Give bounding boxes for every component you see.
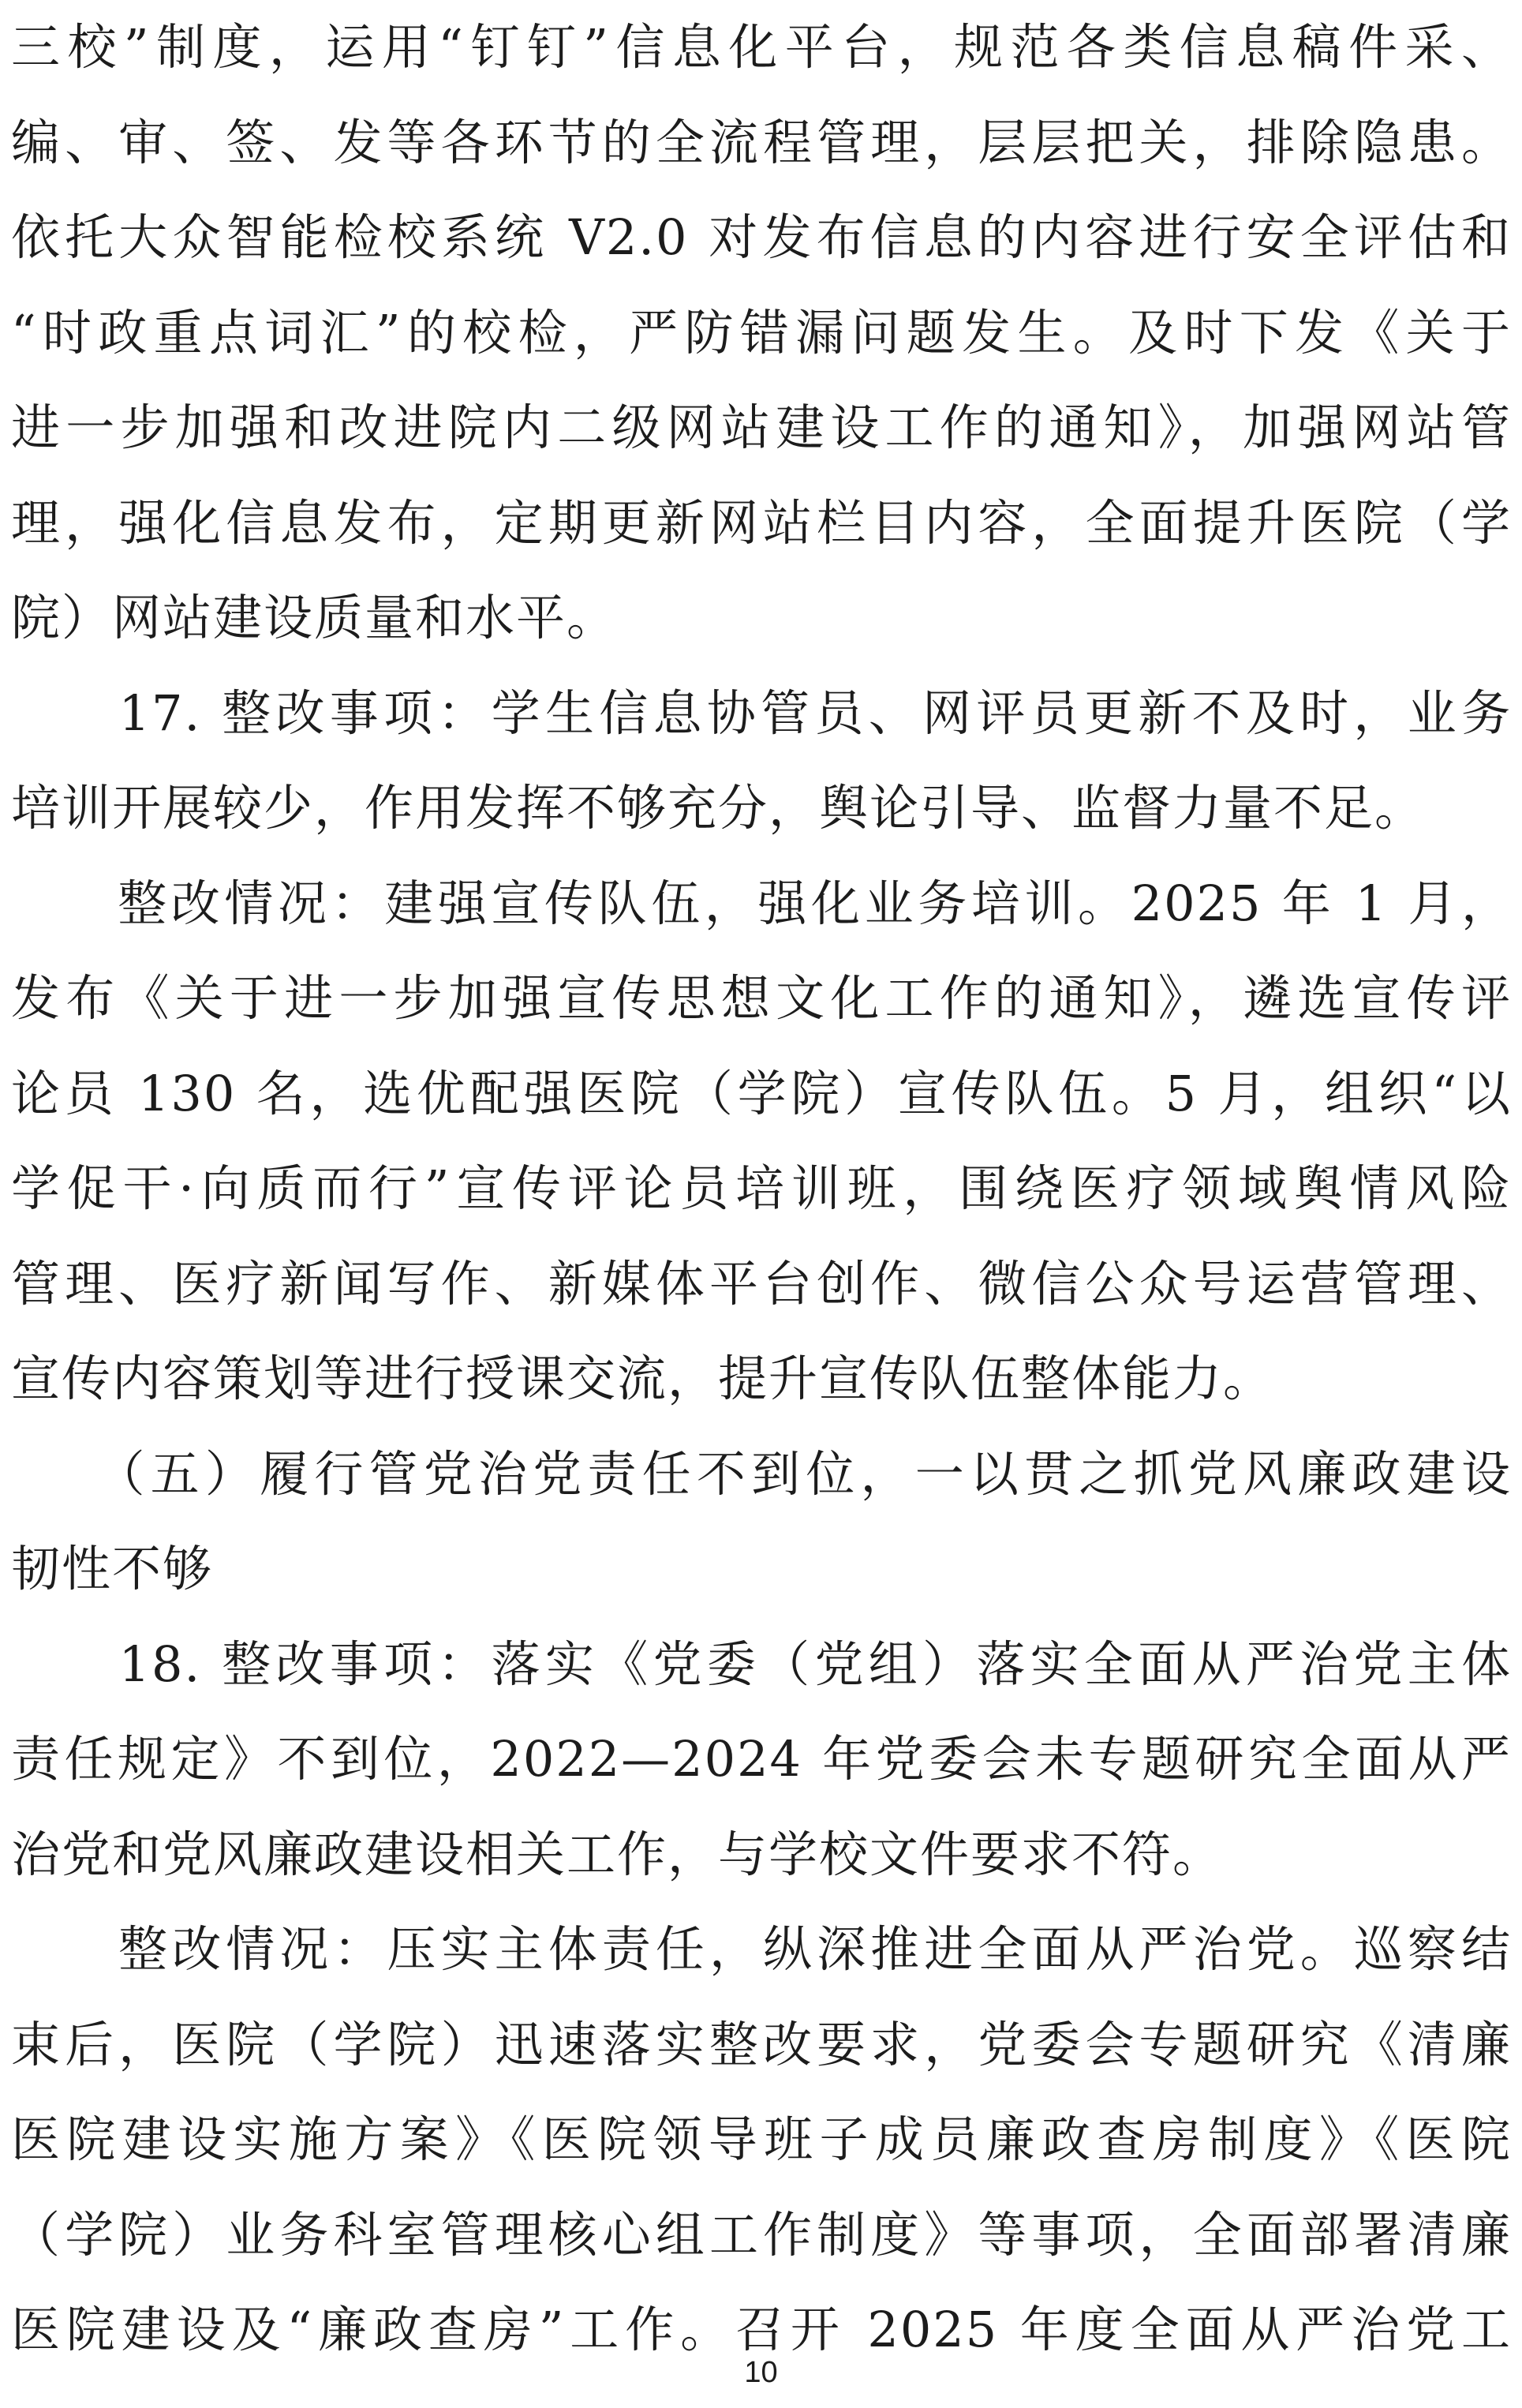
text-line: 学促干·向质而行”宣传评论员培训班，围绕医疗领域舆情风险 — [11, 1159, 1512, 1217]
text-line: 论员 130 名，选优配强医院（学院）宣传队伍。5 月，组织“以 — [11, 1064, 1512, 1122]
text-line: “时政重点词汇”的校检，严防错漏问题发生。及时下发《关于 — [11, 303, 1512, 361]
text-line: 整改情况：建强宣传队伍，强化业务培训。2025 年 1 月， — [11, 874, 1512, 932]
text-line: 进一步加强和改进院内二级网站建设工作的通知》，加强网站管 — [11, 399, 1512, 456]
text-line: 发布《关于进一步加强宣传思想文化工作的通知》，遴选宣传评 — [11, 969, 1512, 1027]
text-line: 院）网站建设质量和水平。 — [11, 589, 618, 646]
text-line: 束后，医院（学院）迅速落实整改要求，党委会专题研究《清廉 — [11, 2015, 1512, 2073]
text-line: 三校”制度，运用“钉钉”信息化平台，规范各类信息稿件采、 — [11, 18, 1512, 76]
text-line: 管理、医疗新闻写作、新媒体平台创作、微信公众号运营管理、 — [11, 1254, 1512, 1313]
page-number: 10 — [744, 2356, 778, 2389]
text-line: 17. 整改事项：学生信息协管员、网评员更新不及时，业务 — [11, 683, 1512, 742]
text-line: 18. 整改事项：落实《党委（党组）落实全面从严治党主体 — [11, 1635, 1512, 1693]
text-line: 责任规定》不到位，2022—2024 年党委会未专题研究全面从严 — [11, 1730, 1512, 1788]
text-line: 医院建设及“廉政查房”工作。召开 2025 年度全面从严治党工 — [11, 2301, 1512, 2358]
text-line: 编、审、签、发等各环节的全流程管理，层层把关，排除隐患。 — [11, 113, 1512, 171]
text-line: 宣传内容策划等进行授课交流，提升宣传队伍整体能力。 — [11, 1350, 1274, 1407]
document-body — [11, 0, 1512, 2378]
text-line: 整改情况：压实主体责任，纵深推进全面从严治党。巡察结 — [11, 1920, 1512, 1978]
text-line: 依托大众智能检校系统 V2.0 对发布信息的内容进行安全评估和 — [11, 208, 1512, 266]
text-line: 培训开展较少，作用发挥不够充分，舆论引导、监督力量不足。 — [11, 779, 1426, 837]
text-line: 医院建设实施方案》《医院领导班子成员廉政查房制度》《医院 — [11, 2110, 1512, 2168]
section-heading-line: （五）履行管党治党责任不到位，一以贯之抓党风廉政建设 — [11, 1444, 1512, 1503]
text-line: 理，强化信息发布，定期更新网站栏目内容，全面提升医院（学 — [11, 493, 1512, 552]
section-heading-line: 韧性不够 — [11, 1540, 214, 1597]
text-line: 治党和党风廉政建设相关工作，与学校文件要求不符。 — [11, 1825, 1224, 1883]
text-line: （学院）业务科室管理核心组工作制度》等事项，全面部署清廉 — [11, 2205, 1512, 2264]
